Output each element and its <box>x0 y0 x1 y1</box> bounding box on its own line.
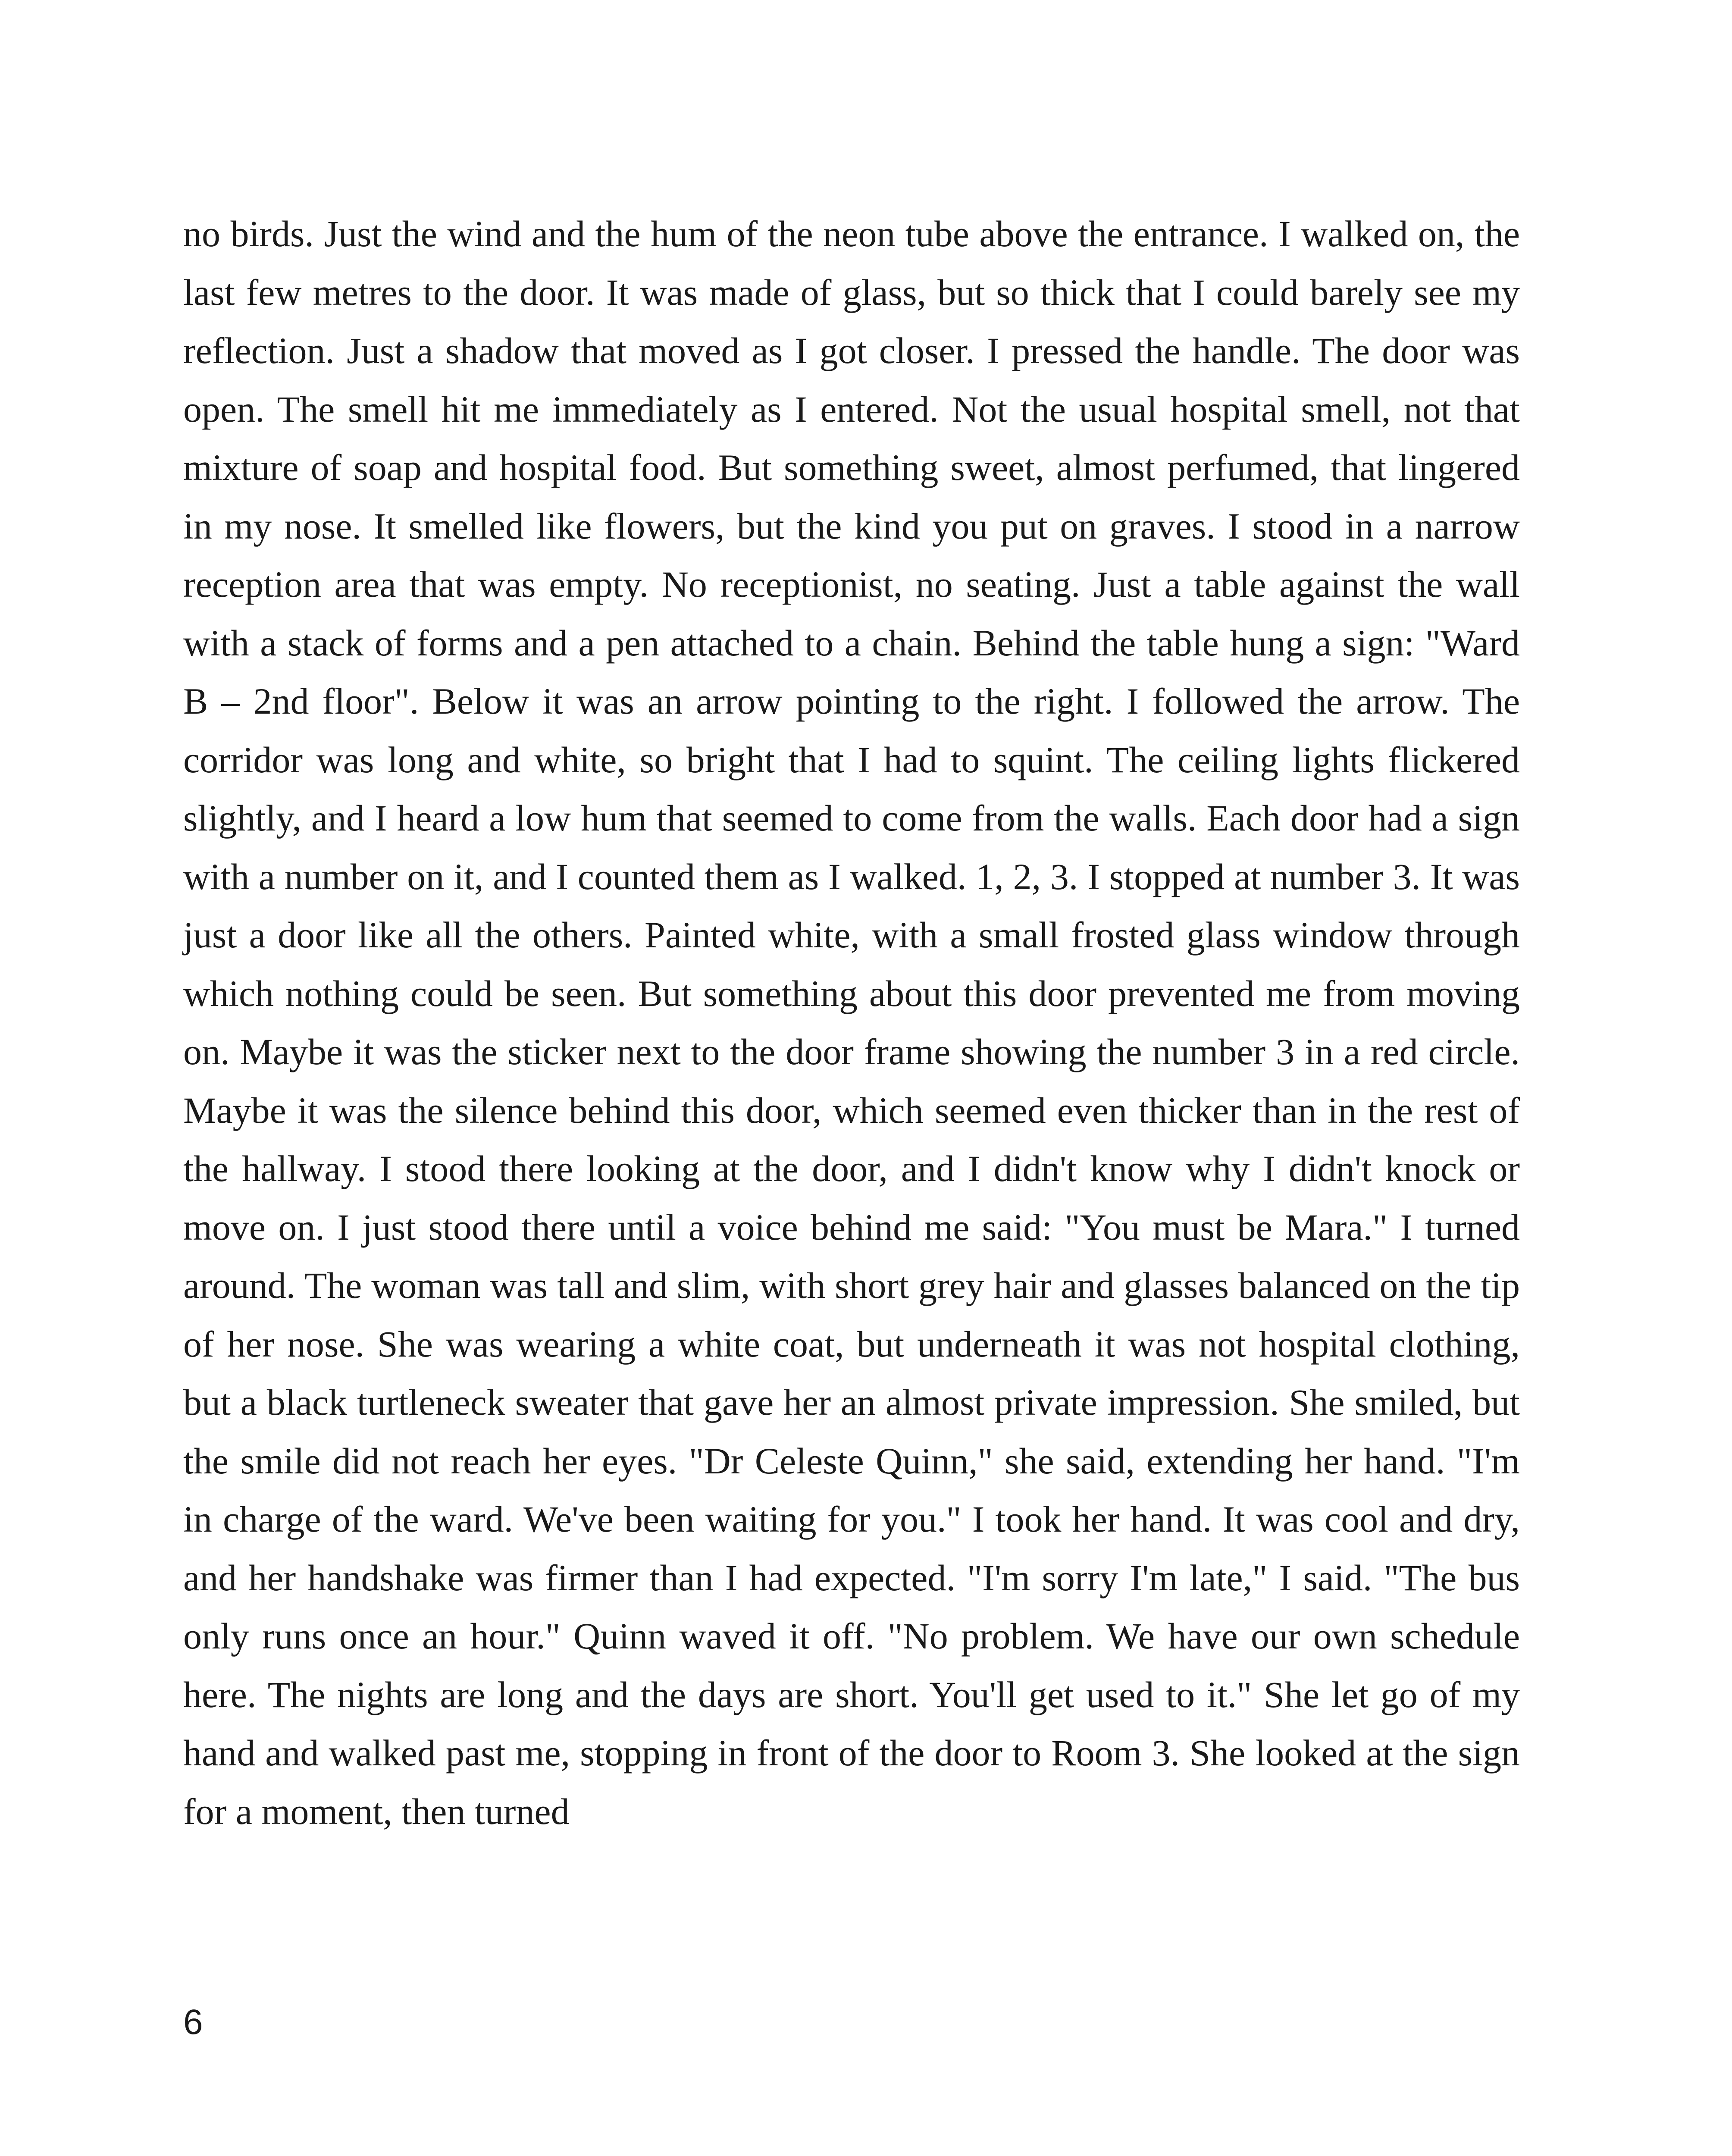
page-number: 6 <box>183 2002 203 2042</box>
body-paragraph: no birds. Just the wind and the hum of the neon tube above the entrance. I walked on, the last few metres to the door. It was made of glass, but so thick that I could barely see my reflection. Just a shadow that moved as I got closer. I pressed the handle. The door was open. The smell hit me immediately as I entered. Not the usual hospital smell, not that mixture of soap and hospital food. But something sweet, almost perfumed, that lingered in my nose. It smelled like flowers, but the kind you put on graves. I stood in a narrow reception area that was empty. No receptionist, no seating. Just a table against the wall with a stack of forms and a pen attached to a chain. Behind the table hung a sign: "Ward B – 2nd floor". Below it was an arrow pointing to the right. I followed the arrow. The corridor was long and white, so bright that I had to squint. The ceiling lights flickered slightly, and I heard a low hum that seemed to come from the walls. Each door had a sign with a number on it, and I counted them as I walked. 1, 2, 3. I stopped at number 3. It was just a door like all the others. Painted white, with a small frosted glass window through which nothing could be seen. But something about this door prevented me from moving on. Maybe it was the sticker next to the door frame showing the number 3 in a red circle. Maybe it was the silence behind this door, which seemed even thicker than in the rest of the hallway. I stood there looking at the door, and I didn't know why I didn't knock or move on. I just stood there until a voice behind me said: "You must be Mara." I turned around. The woman was tall and slim, with short grey hair and glasses balanced on the tip of her nose. She was wearing a white coat, but underneath it was not hospital clothing, but a black turtleneck sweater that gave her an almost private impression. She smiled, but the smile did not reach her eyes. "Dr Celeste Quinn," she said, extending her hand. "I'm in charge of the ward. We've been waiting for you." I took her hand. It was cool and dry, and her handshake was firmer than I had expected. "I'm sorry I'm late," I said. "The bus only runs once an hour." Quinn waved it off. "No problem. We have our own schedule here. The nights are long and the days are short. You'll get used to it." She let go of my hand and walked past me, stopping in front of the door to Room 3. She looked at the sign for a moment, then turned <box>183 213 1520 1832</box>
